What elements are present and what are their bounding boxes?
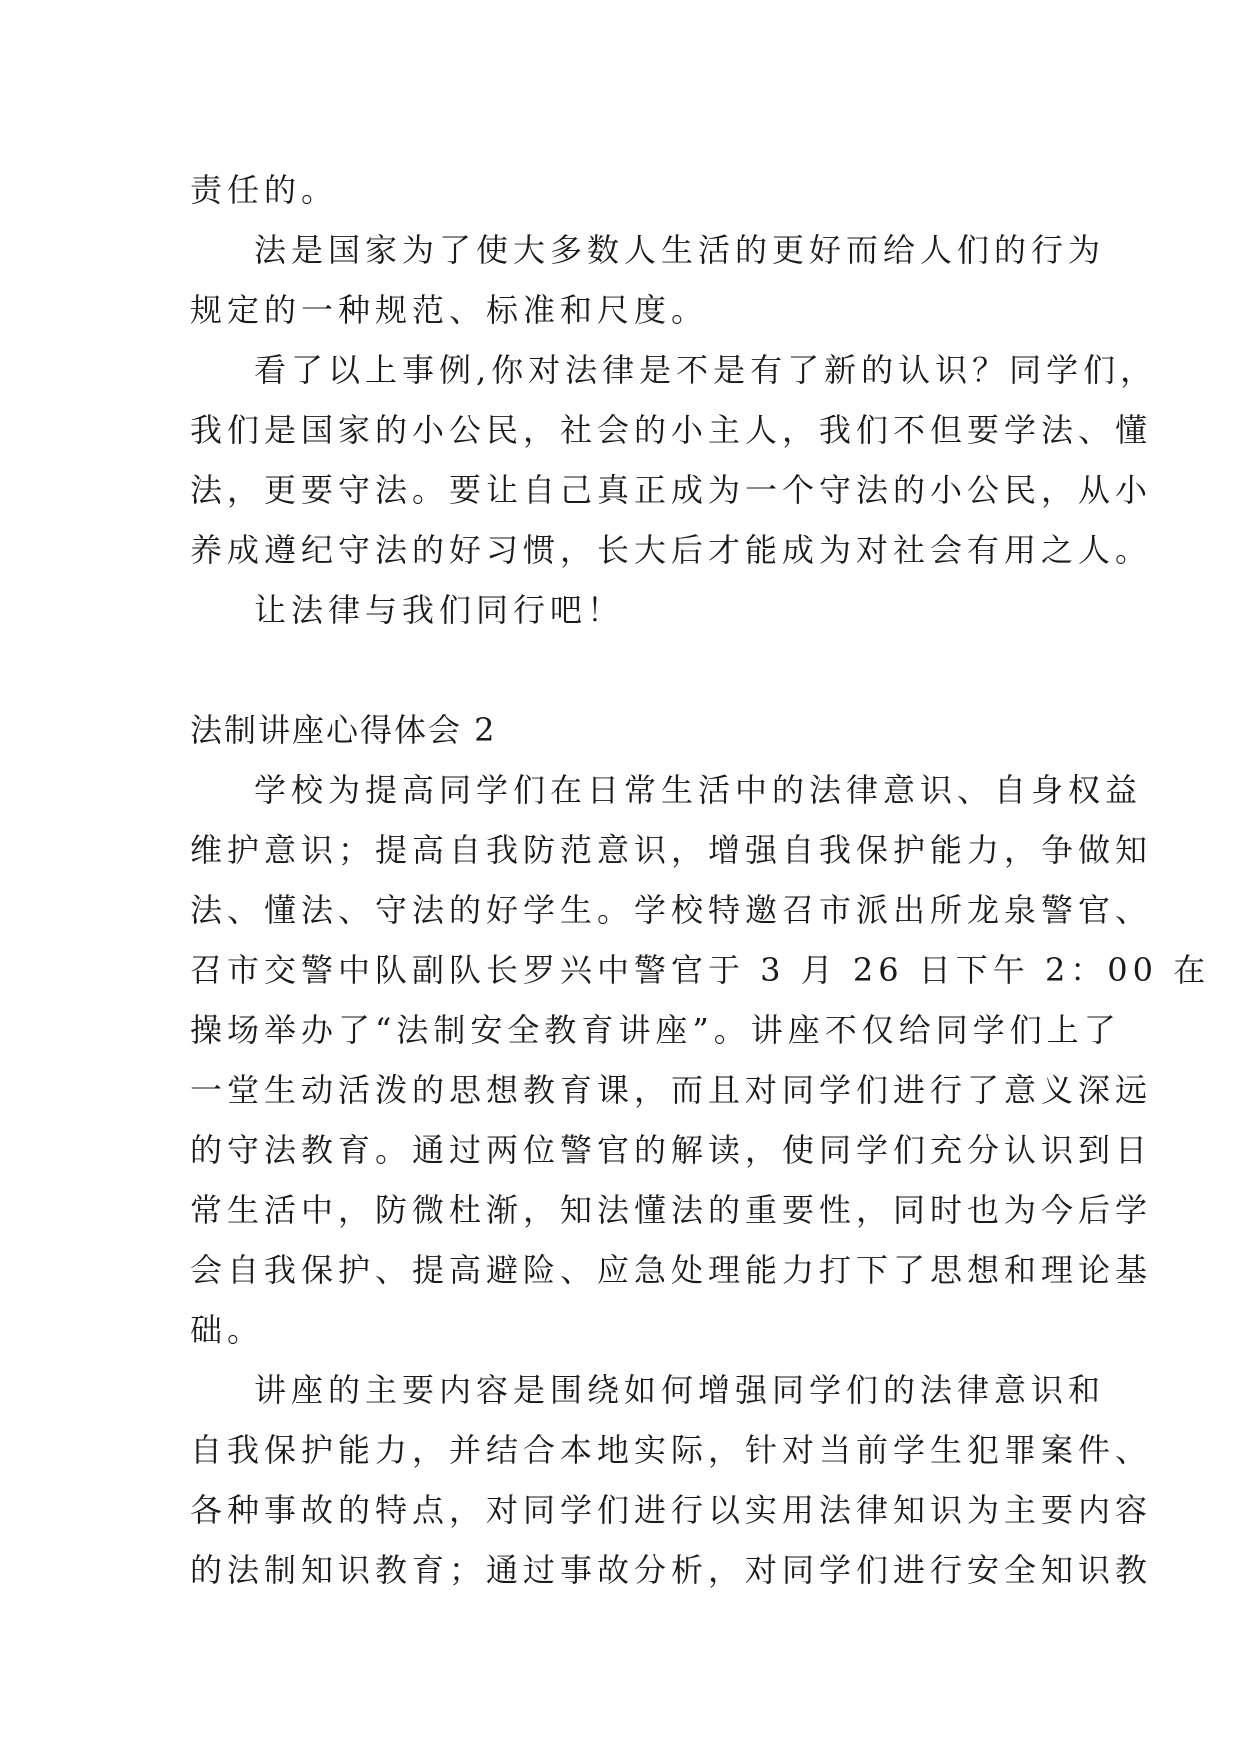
paragraph-line: 法、懂法、守法的好学生。学校特邀召市派出所龙泉警官、 [190, 891, 1153, 929]
paragraph-line: 养成遵纪守法的好习惯，长大后才能成为对社会有用之人。 [190, 531, 1153, 569]
paragraph-line: 讲座的主要内容是围绕如何增强同学们的法律意识和 [254, 1371, 1106, 1409]
paragraph-line: 自我保护能力，并结合本地实际，针对当前学生犯罪案件、 [190, 1431, 1153, 1469]
paragraph-line: 会自我保护、提高避险、应急处理能力打下了思想和理论基 [190, 1251, 1153, 1289]
paragraph-line: 一堂生动活泼的思想教育课，而且对同学们进行了意义深远 [190, 1071, 1153, 1109]
paragraph-line: 法是国家为了使大多数人生活的更好而给人们的行为 [254, 231, 1106, 269]
paragraph-line: 法，更要守法。要让自己真正成为一个守法的小公民，从小 [190, 471, 1153, 509]
document-body [190, 160, 1211, 1600]
paragraph-line: 学校为提高同学们在日常生活中的法律意识、自身权益 [254, 771, 1143, 809]
paragraph-line: 的守法教育。通过两位警官的解读，使同学们充分认识到日 [190, 1131, 1153, 1169]
paragraph-line: 维护意识；提高自我防范意识，增强自我保护能力，争做知 [190, 831, 1153, 869]
paragraph-line: 我们是国家的小公民，社会的小主人，我们不但要学法、懂 [190, 411, 1153, 449]
paragraph-line: 召市交警中队副队长罗兴中警官于 3 月 26 日下午 2：00 在 [190, 951, 1211, 989]
paragraph-line: 的法制知识教育；通过事故分析，对同学们进行安全知识教 [190, 1551, 1153, 1589]
paragraph-line: 看了以上事例,你对法律是不是有了新的认识？同学们， [254, 351, 1158, 389]
paragraph-line: 责任的。 [190, 171, 339, 209]
section-heading: 法制讲座心得体会 2 [190, 711, 497, 749]
paragraph-line: 常生活中，防微杜渐，知法懂法的重要性，同时也为今后学 [190, 1191, 1153, 1229]
paragraph-line: 操场举办了“法制安全教育讲座”。讲座不仅给同学们上了 [190, 1011, 1121, 1049]
paragraph-line: 各种事故的特点，对同学们进行以实用法律知识为主要内容 [190, 1491, 1153, 1529]
paragraph-line: 规定的一种规范、标准和尺度。 [190, 291, 709, 329]
paragraph-line: 础。 [190, 1311, 265, 1349]
paragraph-line: 让法律与我们同行吧！ [254, 591, 625, 629]
